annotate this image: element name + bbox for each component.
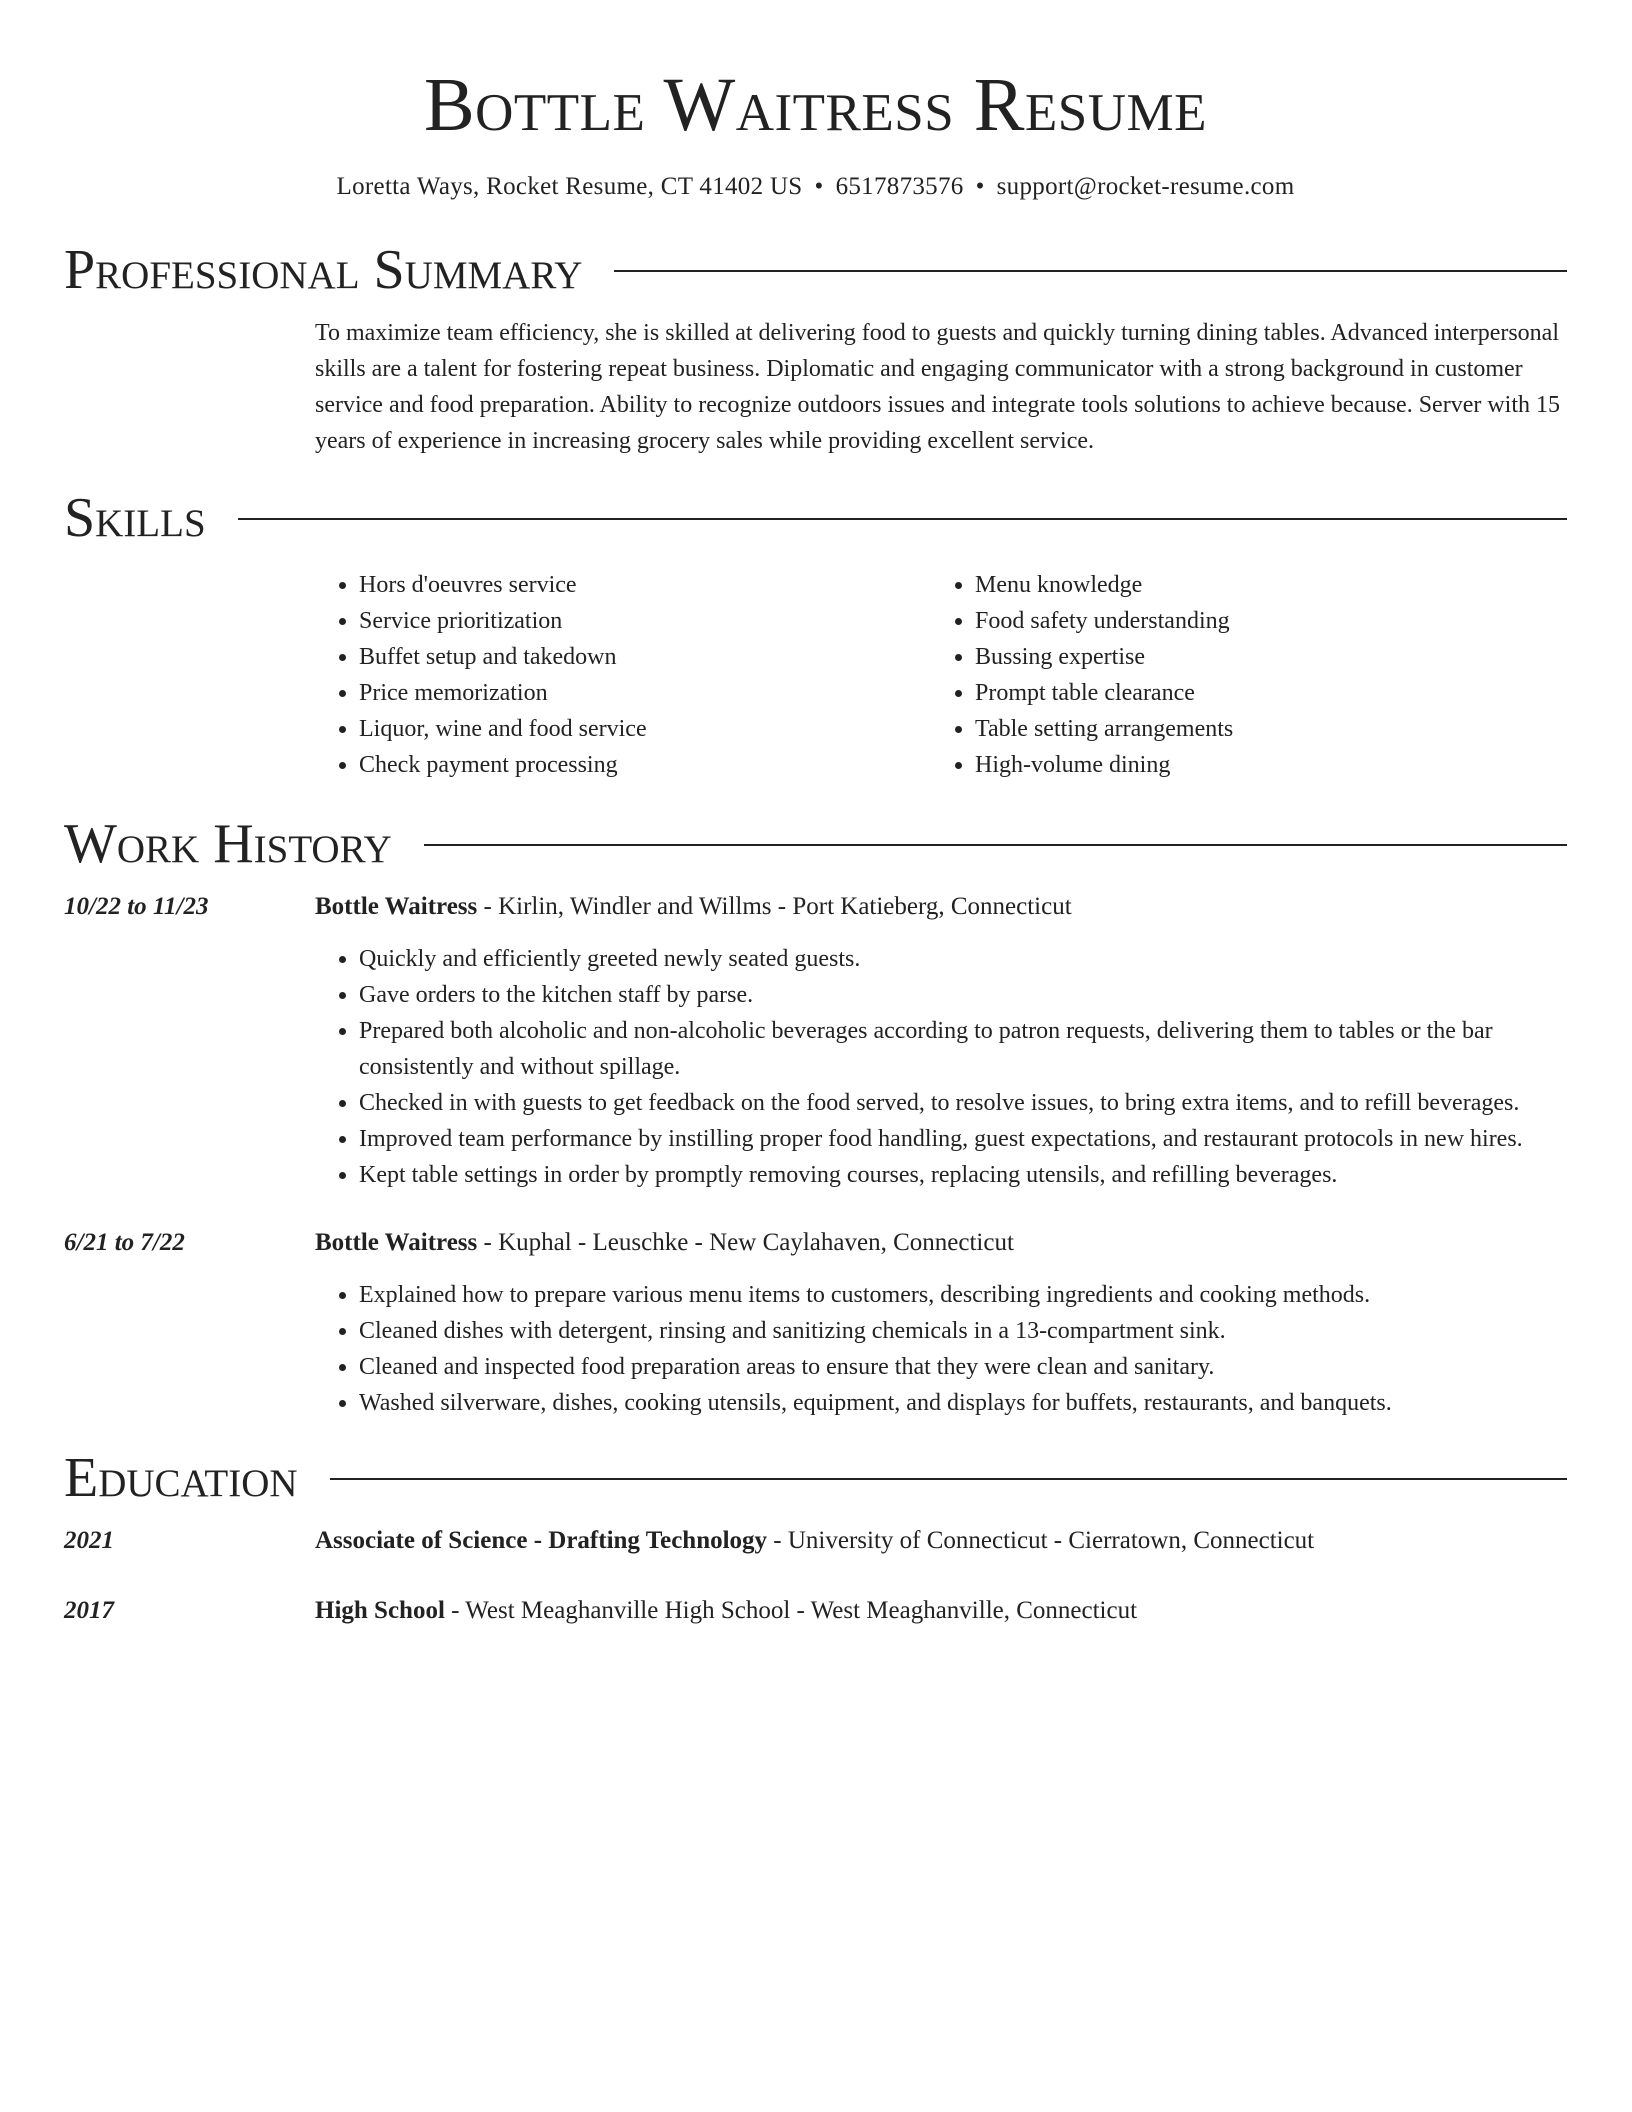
skill-item: • Table setting arrangements [975, 711, 1567, 747]
job-entry [64, 889, 1567, 1193]
summary-section-header [64, 239, 1567, 301]
job-title: Bottle Waitress [315, 1229, 478, 1256]
skill-item: • Check payment processing [359, 747, 931, 783]
job-employer: - Kuphal - Leuschke - New Caylahaven, Connecticut [477, 1229, 1014, 1256]
skill-item: • Hors d'oeuvres service [359, 567, 931, 603]
education-section-header [64, 1447, 1567, 1509]
education-degree: High School [315, 1597, 445, 1624]
education-school: - University of Connecticut - Cierratown, Connecticut [767, 1527, 1315, 1554]
skill-item: • Liquor, wine and food service [359, 711, 931, 747]
resume-page [64, 0, 1567, 1629]
skills-section-header [64, 487, 1567, 549]
education-school: - West Meaghanville High School - West Meaghanville, Connecticut [444, 1597, 1138, 1624]
contact-address: Loretta Ways, Rocket Resume, CT 41402 US [336, 173, 803, 200]
job-title: Bottle Waitress [315, 893, 478, 920]
job-bullet: • Improved team performance by instilling proper food handling, guest expectations, and restaurant protocols in new hires. [359, 1121, 1567, 1157]
education-entry [64, 1523, 1567, 1559]
skills-list [315, 567, 1567, 783]
skill-item: • Menu knowledge [975, 567, 1567, 603]
job-header [64, 889, 1567, 925]
job-dates: 10/22 to 11/23 [64, 893, 209, 920]
resume-title: Bottle Waitress Resume [423, 63, 1208, 147]
summary-text: To maximize team efficiency, she is skilled at delivering food to guests and quickly turning dining tables. Advanced interpersonal skills are a talent for fostering repeat business. Diplomatic and engaging communicator with a strong background in customer service and food preparation. Ability to recognize outdoors issues and integrate tools solutions to achieve because. Server with 15 years of experience in increasing grocery sales while providing excellent service. [315, 320, 1560, 454]
job-bullet: • Quickly and efficiently greeted newly seated guests. [359, 941, 1567, 977]
education-year: 2021 [64, 1527, 114, 1554]
job-bullet: • Gave orders to the kitchen staff by parse. [359, 977, 1567, 1013]
section-divider [330, 1478, 1567, 1480]
skill-item: • Price memorization [359, 675, 931, 711]
skill-item: • Bussing expertise [975, 639, 1567, 675]
contact-separator: • [814, 173, 824, 200]
summary-section [315, 315, 1567, 459]
job-header [64, 1225, 1567, 1261]
job-bullets [315, 1277, 1567, 1421]
contact-separator: • [975, 173, 985, 200]
job-bullet: • Cleaned and inspected food preparation areas to ensure that they were clean and sanitary. [359, 1349, 1567, 1385]
education-entry [64, 1593, 1567, 1629]
job-bullet: • Kept table settings in order by promptly removing courses, replacing utensils, and refilling beverages. [359, 1157, 1567, 1193]
skill-item: • Food safety understanding [975, 603, 1567, 639]
job-title-line [315, 1225, 1014, 1261]
job-bullet: • Washed silverware, dishes, cooking utensils, equipment, and displays for buffets, restaurants, and banquets. [359, 1385, 1567, 1421]
education-section-title: Education [64, 1447, 298, 1509]
job-bullet: • Prepared both alcoholic and non-alcoholic beverages according to patron requests, delivering them to tables or the bar consistently and without spillage. [359, 1013, 1567, 1085]
job-entry [64, 1225, 1567, 1421]
education-degree: Associate of Science - Drafting Technology [315, 1527, 768, 1554]
job-bullet: • Explained how to prepare various menu items to customers, describing ingredients and cooking methods. [359, 1277, 1567, 1313]
contact-phone: 6517873576 [835, 173, 964, 200]
skills-section-title: Skills [64, 487, 206, 549]
skill-item: • Service prioritization [359, 603, 931, 639]
summary-section-title: Professional Summary [64, 239, 583, 301]
section-divider [614, 270, 1567, 272]
skill-item: • Prompt table clearance [975, 675, 1567, 711]
job-bullet: • Cleaned dishes with detergent, rinsing and sanitizing chemicals in a 13-compartment sink. [359, 1313, 1567, 1349]
work-section-header [64, 813, 1567, 875]
section-divider [424, 844, 1567, 846]
job-bullets [315, 941, 1567, 1193]
skills-column-left [315, 567, 931, 783]
education-line [315, 1593, 1137, 1629]
contact-line [64, 171, 1567, 203]
job-employer: - Kirlin, Windler and Willms - Port Katieberg, Connecticut [477, 893, 1072, 920]
work-section-title: Work History [64, 813, 392, 875]
section-divider [238, 518, 1567, 520]
contact-email: support@rocket-resume.com [996, 173, 1295, 200]
job-dates: 6/21 to 7/22 [64, 1229, 185, 1256]
job-bullet: • Checked in with guests to get feedback on the food served, to resolve issues, to bring extra items, and to refill beverages. [359, 1085, 1567, 1121]
skill-item: • Buffet setup and takedown [359, 639, 931, 675]
skill-item: • High-volume dining [975, 747, 1567, 783]
education-line [315, 1523, 1314, 1559]
skills-column-right [931, 567, 1567, 783]
job-title-line [315, 889, 1072, 925]
education-year: 2017 [64, 1597, 114, 1624]
